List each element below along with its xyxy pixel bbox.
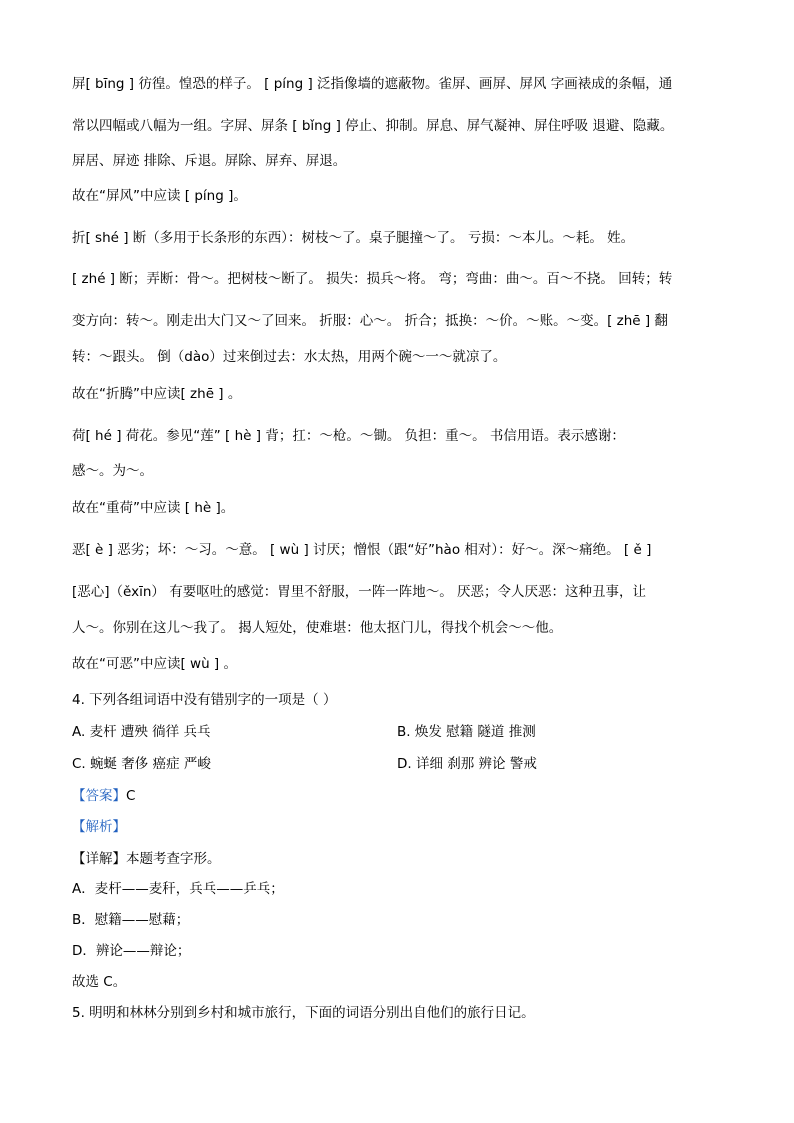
option-c: C. 蜿蜒 奢侈 癌症 严峻 xyxy=(72,756,211,772)
answer-value: C xyxy=(126,788,136,804)
text-line: 屏[ bīng ] 彷徨。惶恐的样子。 [ píng ] 泛指像墙的遮蔽物。雀屏、画屏、屏风 字画裱成的条幅，通 xyxy=(72,76,673,92)
correction-line: D．辨论——辩论； xyxy=(72,943,191,959)
option-b: B. 焕发 慰籍 隧道 推测 xyxy=(397,724,536,740)
text-line: 故在“折腾”中应读[ zhē ] 。 xyxy=(72,386,242,402)
text-line: 常以四幅或八幅为一组。字屏、屏条 [ bǐng ] 停止、抑制。屏息、屏气凝神、屏住呼吸 退避、隐藏。 xyxy=(72,118,674,134)
question-5-prompt: 5. 明明和林林分别到乡村和城市旅行，下面的词语分别出自他们的旅行日记。 xyxy=(72,1005,535,1021)
text-line: 荷[ hé ] 荷花。参见“莲” [ hè ] 背；扛：～枪。～锄。 负担：重～。 书信用语。表示感谢： xyxy=(72,428,625,444)
text-line: 屏居、屏迹 排除、斥退。屏除、屏弃、屏退。 xyxy=(72,153,347,169)
option-d: D. 详细 刹那 辨论 警戒 xyxy=(397,756,537,772)
text-line: 故在“屏风”中应读 [ píng ]。 xyxy=(72,188,247,204)
detail-line: 【详解】本题考查字形。 xyxy=(72,851,221,867)
text-line: 变方向：转～。刚走出大门又～了回来。 折服：心～。 折合；抵换：～价。～账。～变。[ zhē ] 翻 xyxy=(72,313,668,329)
text-line: 转：～跟头。 倒（dào）过来倒过去：水太热，用两个碗～一～就凉了。 xyxy=(72,349,507,365)
text-line: 折[ shé ] 断（多用于长条形的东西）：树枝～了。桌子腿撞～了。 亏损：～本儿。～耗。 姓。 xyxy=(72,230,635,246)
text-line: 故在“可恶”中应读[ wù ] 。 xyxy=(72,656,237,672)
answer-line xyxy=(72,787,135,805)
conclusion-line: 故选 C。 xyxy=(72,974,127,990)
text-line: [ zhé ] 断；弄断：骨～。把树枝～断了。 损失：损兵～将。 弯；弯曲：曲～。百～不挠。 回转；转 xyxy=(72,271,673,287)
text-line: [恶心]（ěxīn） 有要呕吐的感觉：胃里不舒服，一阵一阵地～。 厌恶；令人厌恶：这种丑事，让 xyxy=(72,584,646,600)
analysis-tag: 【解析】 xyxy=(72,819,126,835)
text-line: 恶[ è ] 恶劣；坏：～习。～意。 [ wù ] 讨厌；憎恨（跟“好”hào 相对）：好～。深～痛绝。 [ ě ] xyxy=(72,542,652,558)
analysis-line xyxy=(72,818,126,836)
correction-line: B．慰籍——慰藉； xyxy=(72,912,190,928)
text-line: 人～。你别在这儿～我了。 揭人短处，使难堪：他太抠门儿，得找个机会～～他。 xyxy=(72,620,563,636)
question-4-prompt: 4. 下列各组词语中没有错别字的一项是（ ） xyxy=(72,692,337,708)
option-a: A. 麦杆 遭殃 徜徉 兵乓 xyxy=(72,724,211,740)
text-line: 感～。为～。 xyxy=(72,463,153,479)
answer-tag: 【答案】 xyxy=(72,788,126,804)
text-line: 故在“重荷”中应读 [ hè ]。 xyxy=(72,500,235,516)
correction-line: A．麦杆——麦秆，兵乓——乒乓； xyxy=(72,881,284,897)
